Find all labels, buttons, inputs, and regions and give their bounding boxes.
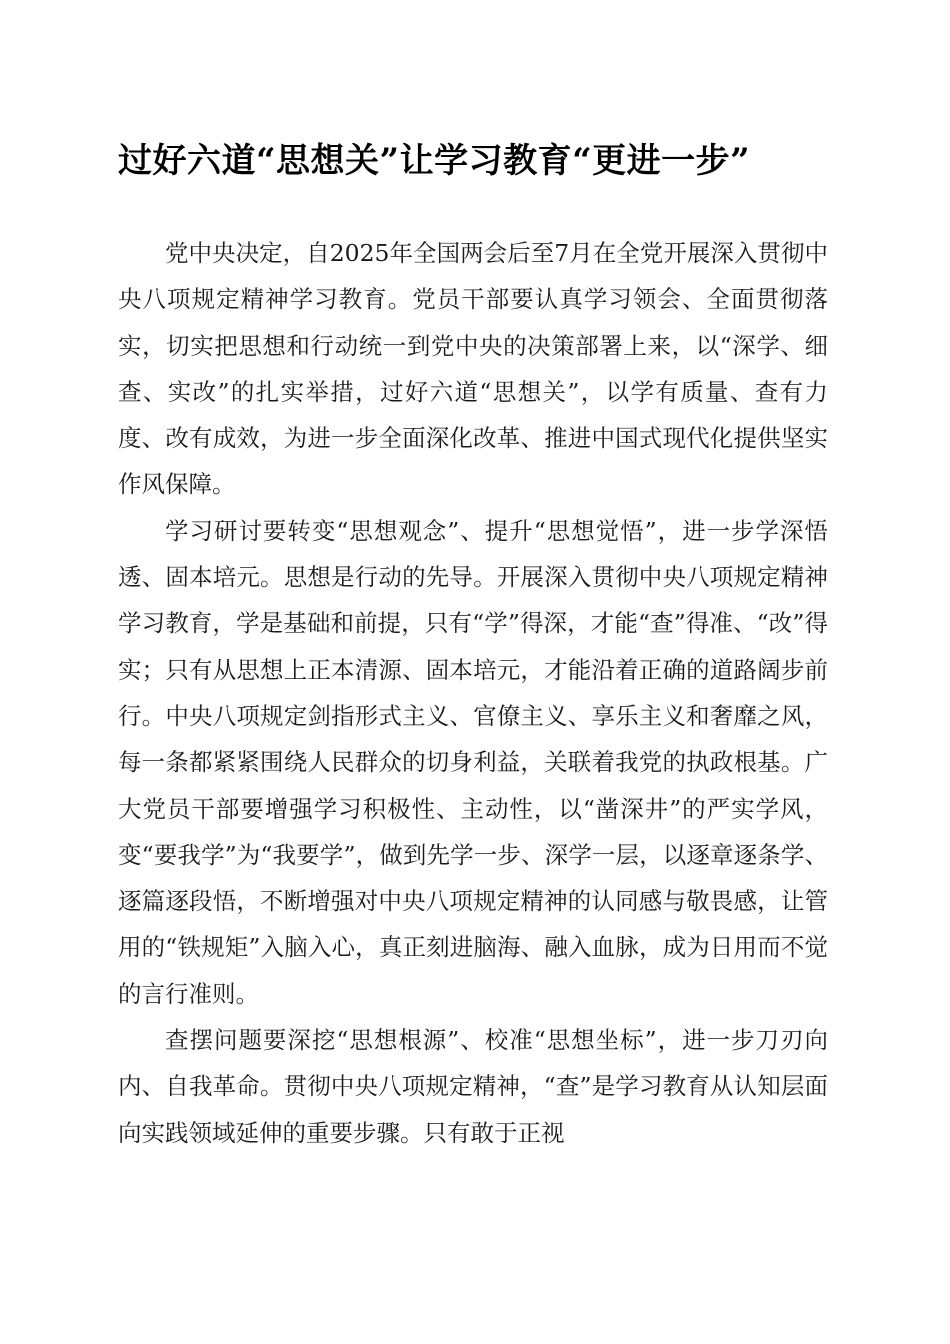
document-title: 过好六道“思想关”让学习教育“更进一步”	[118, 141, 751, 181]
paragraph-1: 党中央决定，自2025年全国两会后至7月在全党开展深入贯彻中央八项规定精神学习教育。党员干部要认真学习领会、全面贯彻落实，切实把思想和行动统一到党中央的决策部署上来，以“深学、细查、实改”的扎实举措，过好六道“思想关”，以学有质量、查有力度、改有成效，为进一步全面深化改革、推进中国式现代化提供坚实作风保障。	[118, 239, 828, 499]
paragraph-3: 查摆问题要深挖“思想根源”、校准“思想坐标”，进一步刀刃向内、自我革命。贯彻中央八项规定精神，“查”是学习教育从认知层面向实践领域延伸的重要步骤。只有敢于正视	[118, 1026, 828, 1147]
document-body	[118, 230, 828, 1156]
paragraph-2: 学习研讨要转变“思想观念”、提升“思想觉悟”，进一步学深悟透、固本培元。思想是行动的先导。开展深入贯彻中央八项规定精神学习教育，学是基础和前提，只有“学”得深，才能“查”得准、“改”得实；只有从思想上正本清源、固本培元，才能沿着正确的道路阔步前行。中央八项规定剑指形式主义、官僚主义、享乐主义和奢靡之风，每一条都紧紧围绕人民群众的切身利益，关联着我党的执政根基。广大党员干部要增强学习积极性、主动性，以“凿深井”的严实学风，变“要我学”为“我要学”，做到先学一步、深学一层，以逐章逐条学、逐篇逐段悟，不断增强对中央八项规定精神的认同感与敬畏感，让管用的“铁规矩”入脑入心，真正刻进脑海、融入血脉，成为日用而不觉的言行准则。	[118, 516, 828, 1008]
